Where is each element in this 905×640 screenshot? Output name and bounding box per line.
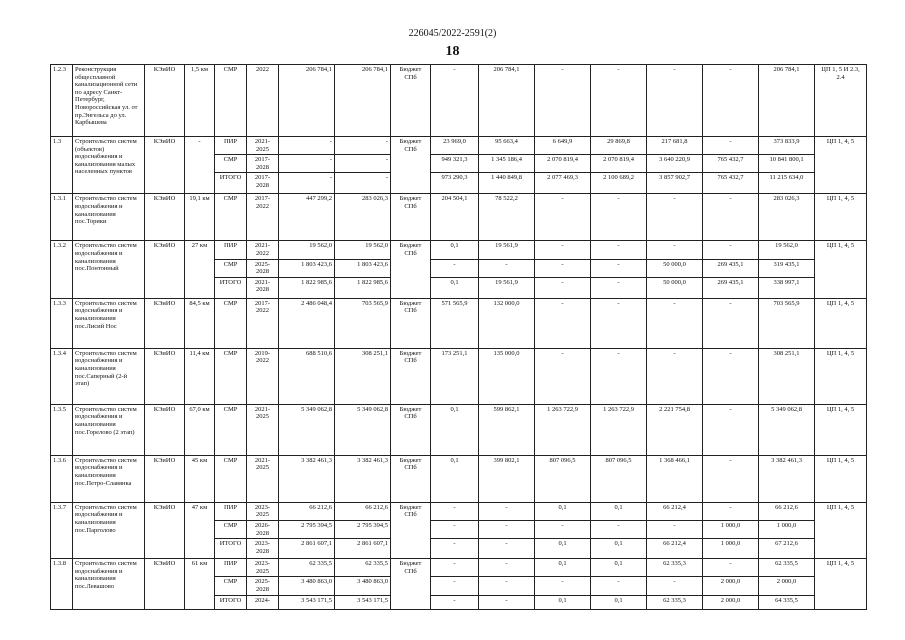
year-value-cell-y2022: - [479, 539, 535, 559]
row-id-cell: 1.3.3 [51, 298, 73, 348]
stage-remaining-cell: 703 565,9 [335, 298, 391, 348]
stage-type-cell: ИТОГО [215, 539, 247, 559]
stage-period-cell: 2024- [247, 595, 279, 609]
stage-remaining-cell: 5 349 062,8 [335, 404, 391, 455]
year-value-cell-y2022: 78 522,2 [479, 194, 535, 241]
year-value-cell-y2023: - [535, 194, 591, 241]
target-indicator-cell: ЦП 1, 4, 5 [815, 194, 867, 241]
year-value-cell-y2024: - [591, 520, 647, 538]
year-value-cell-y2025: 50 000,0 [647, 277, 703, 298]
year-value-cell-y2025: 2 221 754,8 [647, 404, 703, 455]
year-value-cell-y2024: - [591, 259, 647, 277]
target-indicator-cell: ЦП 1, 4, 5 [815, 137, 867, 194]
customer-cell: КЭиИО [145, 559, 185, 609]
year-value-cell-y2023: 6 649,9 [535, 137, 591, 155]
year-value-cell-y2022: - [479, 595, 535, 609]
stage-type-cell: СМР [215, 155, 247, 173]
stage-type-cell: ПИР [215, 137, 247, 155]
year-value-cell-y2021: 173 251,1 [431, 348, 479, 404]
year-value-cell-y2023: 0,1 [535, 595, 591, 609]
stage-period-cell: 2017-2022 [247, 298, 279, 348]
stage-period-cell: 2025-2028 [247, 577, 279, 595]
stage-remaining-cell: 283 026,3 [335, 194, 391, 241]
table-row [51, 241, 867, 259]
year-value-cell-y2027: 66 212,6 [759, 502, 815, 520]
stage-type-cell: ПИР [215, 241, 247, 259]
year-value-cell-y2025: - [647, 65, 703, 137]
year-value-cell-y2026: 269 435,1 [703, 259, 759, 277]
stage-total-cell: 2 795 394,5 [279, 520, 335, 538]
year-value-cell-y2022: 132 000,0 [479, 298, 535, 348]
stage-type-cell: СМР [215, 404, 247, 455]
year-value-cell-y2022: 1 440 849,8 [479, 173, 535, 194]
stage-total-cell: 19 562,0 [279, 241, 335, 259]
object-name-cell: Строительство систем водоснабжения и канализования пос.Саперный (2-й этап) [73, 348, 145, 404]
stage-period-cell: 2021-2022 [247, 241, 279, 259]
row-id-cell: 1.3.5 [51, 404, 73, 455]
year-value-cell-y2027: 5 349 062,8 [759, 404, 815, 455]
stage-total-cell: 688 510,6 [279, 348, 335, 404]
year-value-cell-y2023: - [535, 577, 591, 595]
year-value-cell-y2027: 206 784,1 [759, 65, 815, 137]
year-value-cell-y2023: - [535, 241, 591, 259]
stage-remaining-cell: 3 480 863,0 [335, 577, 391, 595]
year-value-cell-y2023: - [535, 348, 591, 404]
year-value-cell-y2023: - [535, 277, 591, 298]
stage-total-cell: 1 822 985,6 [279, 277, 335, 298]
year-value-cell-y2024: 2 100 689,2 [591, 173, 647, 194]
year-value-cell-y2022: - [479, 577, 535, 595]
customer-cell: КЭиИО [145, 137, 185, 194]
target-indicator-cell: ЦП 1, 4, 5 [815, 404, 867, 455]
year-value-cell-y2027: 373 833,9 [759, 137, 815, 155]
year-value-cell-y2025: 62 335,3 [647, 595, 703, 609]
object-name-cell: Строительство систем водоснабжения и канализования пос.Парголово [73, 502, 145, 558]
year-value-cell-y2021: 949 321,3 [431, 155, 479, 173]
stage-total-cell: 2 861 607,1 [279, 539, 335, 559]
year-value-cell-y2023: 0,1 [535, 502, 591, 520]
capacity-cell: 11,4 км [185, 348, 215, 404]
stage-period-cell: 2019-2022 [247, 348, 279, 404]
year-value-cell-y2026: 1 000,0 [703, 539, 759, 559]
capacity-cell: 27 км [185, 241, 215, 298]
year-value-cell-y2024: 29 869,8 [591, 137, 647, 155]
funding-source-cell: Бюджет СПб [391, 241, 431, 298]
customer-cell: КЭиИО [145, 404, 185, 455]
capacity-cell: - [185, 137, 215, 194]
year-value-cell-y2022: - [479, 502, 535, 520]
stage-total-cell: - [279, 173, 335, 194]
year-value-cell-y2023: 807 096,5 [535, 455, 591, 502]
year-value-cell-y2023: 0,1 [535, 539, 591, 559]
page-number: 18 [445, 44, 460, 59]
capacity-cell: 61 км [185, 559, 215, 609]
year-value-cell-y2021: 973 290,3 [431, 173, 479, 194]
year-value-cell-y2023: 2 077 469,3 [535, 173, 591, 194]
year-value-cell-y2026: 2 000,0 [703, 595, 759, 609]
year-value-cell-y2021: 0,1 [431, 455, 479, 502]
target-indicator-cell: ЦП 1, 4, 5 [815, 348, 867, 404]
year-value-cell-y2025: 62 335,3 [647, 559, 703, 577]
year-value-cell-y2026: - [703, 241, 759, 259]
customer-cell: КЭиИО [145, 298, 185, 348]
year-value-cell-y2026: - [703, 65, 759, 137]
stage-type-cell: СМР [215, 259, 247, 277]
stage-period-cell: 2017-2028 [247, 155, 279, 173]
row-id-cell: 1.3.2 [51, 241, 73, 298]
stage-period-cell: 2017-2028 [247, 173, 279, 194]
stage-remaining-cell: 2 795 394,5 [335, 520, 391, 538]
year-value-cell-y2026: 765 432,7 [703, 173, 759, 194]
stage-period-cell: 2026-2028 [247, 520, 279, 538]
year-value-cell-y2024: - [591, 241, 647, 259]
stage-type-cell: СМР [215, 577, 247, 595]
stage-remaining-cell: 66 212,6 [335, 502, 391, 520]
stage-type-cell: ИТОГО [215, 173, 247, 194]
table-row [51, 502, 867, 520]
stage-remaining-cell: - [335, 155, 391, 173]
year-value-cell-y2024: 0,1 [591, 559, 647, 577]
capacity-cell: 1,5 км [185, 65, 215, 137]
object-name-cell: Строительство систем водоснабжения и канализования пос.Петро-Славянка [73, 455, 145, 502]
year-value-cell-y2022: - [479, 520, 535, 538]
table-body [51, 65, 867, 610]
year-value-cell-y2022: 599 862,1 [479, 404, 535, 455]
customer-cell: КЭиИО [145, 502, 185, 558]
capacity-cell: 19,1 км [185, 194, 215, 241]
year-value-cell-y2022: - [479, 559, 535, 577]
stage-type-cell: СМР [215, 194, 247, 241]
row-id-cell: 1.3.6 [51, 455, 73, 502]
year-value-cell-y2021: - [431, 595, 479, 609]
year-value-cell-y2023: 2 070 819,4 [535, 155, 591, 173]
stage-remaining-cell: - [335, 137, 391, 155]
year-value-cell-y2022: 206 784,1 [479, 65, 535, 137]
year-value-cell-y2025: 217 681,8 [647, 137, 703, 155]
year-value-cell-y2026: 1 000,0 [703, 520, 759, 538]
object-name-cell: Строительство систем водоснабжения и канализования пос.Горелово (2 этап) [73, 404, 145, 455]
stage-period-cell: 2021-2028 [247, 277, 279, 298]
stage-period-cell: 2017-2022 [247, 194, 279, 241]
stage-period-cell: 2023-2028 [247, 539, 279, 559]
object-name-cell: Строительство систем (объектов) водоснабжения и канализования малых населенных пунктов [73, 137, 145, 194]
year-value-cell-y2021: 0,1 [431, 241, 479, 259]
year-value-cell-y2022: 135 000,0 [479, 348, 535, 404]
row-id-cell: 1.3.8 [51, 559, 73, 609]
year-value-cell-y2024: - [591, 194, 647, 241]
year-value-cell-y2025: - [647, 577, 703, 595]
row-id-cell: 1.3 [51, 137, 73, 194]
year-value-cell-y2021: 0,1 [431, 404, 479, 455]
year-value-cell-y2026: - [703, 194, 759, 241]
year-value-cell-y2024: 0,1 [591, 539, 647, 559]
target-indicator-cell: ЦП 1, 4, 5 [815, 559, 867, 609]
funding-source-cell: Бюджет СПб [391, 348, 431, 404]
funding-source-cell: Бюджет СПб [391, 65, 431, 137]
customer-cell: КЭиИО [145, 455, 185, 502]
year-value-cell-y2026: 269 435,1 [703, 277, 759, 298]
stage-period-cell: 2022 [247, 65, 279, 137]
stage-total-cell: 62 335,5 [279, 559, 335, 577]
stage-total-cell: 5 349 062,8 [279, 404, 335, 455]
stage-remaining-cell: 3 543 171,5 [335, 595, 391, 609]
year-value-cell-y2025: - [647, 298, 703, 348]
row-id-cell: 1.3.1 [51, 194, 73, 241]
year-value-cell-y2025: 50 000,0 [647, 259, 703, 277]
stage-total-cell: 2 486 048,4 [279, 298, 335, 348]
document-number: 226045/2022-2591(2) [408, 28, 497, 39]
target-indicator-cell: ЦП 1, 5 И 2.3, 2.4 [815, 65, 867, 137]
year-value-cell-y2027: 308 251,1 [759, 348, 815, 404]
stage-type-cell: СМР [215, 348, 247, 404]
stage-type-cell: СМР [215, 65, 247, 137]
stage-type-cell: ИТОГО [215, 277, 247, 298]
table-row [51, 404, 867, 455]
year-value-cell-y2025: - [647, 348, 703, 404]
stage-total-cell: 447 299,2 [279, 194, 335, 241]
stage-remaining-cell: 1 822 985,6 [335, 277, 391, 298]
year-value-cell-y2024: - [591, 65, 647, 137]
year-value-cell-y2025: - [647, 241, 703, 259]
object-name-cell: Реконструкция общесплавной канализационной сети по адресу Санкт-Петербург, Новороссийская ул. от пр.Энгельса до ул. Карбышева [73, 65, 145, 137]
stage-total-cell: - [279, 155, 335, 173]
year-value-cell-y2027: 1 000,0 [759, 520, 815, 538]
stage-total-cell: 3 543 171,5 [279, 595, 335, 609]
year-value-cell-y2024: - [591, 277, 647, 298]
customer-cell: КЭиИО [145, 241, 185, 298]
investment-program-table [50, 64, 867, 610]
year-value-cell-y2025: 3 857 902,7 [647, 173, 703, 194]
stage-period-cell: 2021-2025 [247, 404, 279, 455]
year-value-cell-y2021: - [431, 259, 479, 277]
stage-remaining-cell: 3 382 461,3 [335, 455, 391, 502]
year-value-cell-y2022: - [479, 259, 535, 277]
year-value-cell-y2026: 765 432,7 [703, 155, 759, 173]
year-value-cell-y2022: 1 345 186,4 [479, 155, 535, 173]
year-value-cell-y2026: - [703, 137, 759, 155]
customer-cell: КЭиИО [145, 348, 185, 404]
target-indicator-cell: ЦП 1, 4, 5 [815, 502, 867, 558]
funding-source-cell: Бюджет СПб [391, 137, 431, 194]
funding-source-cell: Бюджет СПб [391, 502, 431, 558]
stage-remaining-cell: 206 784,1 [335, 65, 391, 137]
year-value-cell-y2021: 204 504,1 [431, 194, 479, 241]
year-value-cell-y2025: - [647, 520, 703, 538]
row-id-cell: 1.2.3 [51, 65, 73, 137]
year-value-cell-y2022: 19 561,9 [479, 241, 535, 259]
year-value-cell-y2025: 1 368 466,1 [647, 455, 703, 502]
year-value-cell-y2021: 571 565,9 [431, 298, 479, 348]
year-value-cell-y2023: - [535, 298, 591, 348]
year-value-cell-y2021: - [431, 502, 479, 520]
stage-total-cell: - [279, 137, 335, 155]
target-indicator-cell: ЦП 1, 4, 5 [815, 298, 867, 348]
table-row [51, 137, 867, 155]
year-value-cell-y2023: - [535, 65, 591, 137]
object-name-cell: Строительство систем водоснабжения и канализования пос.Лисий Нос [73, 298, 145, 348]
year-value-cell-y2027: 2 000,0 [759, 577, 815, 595]
stage-total-cell: 3 382 461,3 [279, 455, 335, 502]
year-value-cell-y2021: 0,1 [431, 277, 479, 298]
year-value-cell-y2023: - [535, 259, 591, 277]
object-name-cell: Строительство систем водоснабжения и канализования пос.Понтонный [73, 241, 145, 298]
year-value-cell-y2024: - [591, 348, 647, 404]
stage-remaining-cell: 2 861 607,1 [335, 539, 391, 559]
capacity-cell: 67,0 км [185, 404, 215, 455]
year-value-cell-y2024: 807 096,5 [591, 455, 647, 502]
stage-remaining-cell: - [335, 173, 391, 194]
stage-total-cell: 1 803 423,6 [279, 259, 335, 277]
year-value-cell-y2026: 2 000,0 [703, 577, 759, 595]
year-value-cell-y2024: - [591, 298, 647, 348]
year-value-cell-y2026: - [703, 502, 759, 520]
year-value-cell-y2021: - [431, 65, 479, 137]
table-row [51, 298, 867, 348]
table-row [51, 455, 867, 502]
year-value-cell-y2025: 3 640 220,9 [647, 155, 703, 173]
year-value-cell-y2027: 338 997,1 [759, 277, 815, 298]
year-value-cell-y2024: 0,1 [591, 502, 647, 520]
stage-remaining-cell: 1 803 423,6 [335, 259, 391, 277]
stage-type-cell: ПИР [215, 559, 247, 577]
stage-type-cell: ИТОГО [215, 595, 247, 609]
year-value-cell-y2024: 2 070 819,4 [591, 155, 647, 173]
year-value-cell-y2026: - [703, 298, 759, 348]
funding-source-cell: Бюджет СПб [391, 559, 431, 609]
row-id-cell: 1.3.4 [51, 348, 73, 404]
year-value-cell-y2024: - [591, 577, 647, 595]
year-value-cell-y2022: 399 802,1 [479, 455, 535, 502]
stage-remaining-cell: 19 562,0 [335, 241, 391, 259]
stage-total-cell: 3 480 863,0 [279, 577, 335, 595]
year-value-cell-y2025: 66 212,4 [647, 539, 703, 559]
stage-total-cell: 206 784,1 [279, 65, 335, 137]
year-value-cell-y2022: 95 663,4 [479, 137, 535, 155]
stage-type-cell: СМР [215, 298, 247, 348]
table-row [51, 559, 867, 577]
stage-period-cell: 2023-2025 [247, 502, 279, 520]
funding-source-cell: Бюджет СПб [391, 298, 431, 348]
year-value-cell-y2027: 11 215 634,0 [759, 173, 815, 194]
table-row [51, 348, 867, 404]
funding-source-cell: Бюджет СПб [391, 194, 431, 241]
stage-type-cell: СМР [215, 520, 247, 538]
year-value-cell-y2026: - [703, 455, 759, 502]
year-value-cell-y2021: - [431, 520, 479, 538]
year-value-cell-y2023: 0,1 [535, 559, 591, 577]
stage-type-cell: СМР [215, 455, 247, 502]
funding-source-cell: Бюджет СПб [391, 455, 431, 502]
year-value-cell-y2025: 66 212,4 [647, 502, 703, 520]
year-value-cell-y2027: 10 841 800,1 [759, 155, 815, 173]
year-value-cell-y2021: - [431, 577, 479, 595]
year-value-cell-y2026: - [703, 559, 759, 577]
year-value-cell-y2024: 1 263 722,9 [591, 404, 647, 455]
year-value-cell-y2025: - [647, 194, 703, 241]
year-value-cell-y2027: 62 335,5 [759, 559, 815, 577]
year-value-cell-y2021: 23 969,0 [431, 137, 479, 155]
year-value-cell-y2026: - [703, 348, 759, 404]
year-value-cell-y2023: 1 263 722,9 [535, 404, 591, 455]
year-value-cell-y2024: 0,1 [591, 595, 647, 609]
target-indicator-cell: ЦП 1, 4, 5 [815, 455, 867, 502]
object-name-cell: Строительство систем водоснабжения и канализования пос.Торики [73, 194, 145, 241]
year-value-cell-y2021: - [431, 559, 479, 577]
stage-period-cell: 2023-2025 [247, 559, 279, 577]
year-value-cell-y2027: 3 382 461,3 [759, 455, 815, 502]
stage-remaining-cell: 308 251,1 [335, 348, 391, 404]
funding-source-cell: Бюджет СПб [391, 404, 431, 455]
stage-type-cell: ПИР [215, 502, 247, 520]
target-indicator-cell: ЦП 1, 4, 5 [815, 241, 867, 298]
year-value-cell-y2027: 67 212,6 [759, 539, 815, 559]
year-value-cell-y2027: 19 562,0 [759, 241, 815, 259]
year-value-cell-y2027: 283 026,3 [759, 194, 815, 241]
customer-cell: КЭиИО [145, 194, 185, 241]
capacity-cell: 84,5 км [185, 298, 215, 348]
row-id-cell: 1.3.7 [51, 502, 73, 558]
table-row [51, 65, 867, 137]
year-value-cell-y2026: - [703, 404, 759, 455]
stage-period-cell: 2025-2028 [247, 259, 279, 277]
capacity-cell: 47 км [185, 502, 215, 558]
year-value-cell-y2027: 703 565,9 [759, 298, 815, 348]
table-row [51, 194, 867, 241]
stage-period-cell: 2021-2025 [247, 455, 279, 502]
year-value-cell-y2023: - [535, 520, 591, 538]
year-value-cell-y2021: - [431, 539, 479, 559]
year-value-cell-y2027: 319 435,1 [759, 259, 815, 277]
stage-total-cell: 66 212,6 [279, 502, 335, 520]
stage-period-cell: 2021-2025 [247, 137, 279, 155]
stage-remaining-cell: 62 335,5 [335, 559, 391, 577]
object-name-cell: Строительство систем водоснабжения и канализования пос.Левашово [73, 559, 145, 609]
year-value-cell-y2027: 64 335,5 [759, 595, 815, 609]
customer-cell: КЭиИО [145, 65, 185, 137]
capacity-cell: 45 км [185, 455, 215, 502]
year-value-cell-y2022: 19 561,9 [479, 277, 535, 298]
